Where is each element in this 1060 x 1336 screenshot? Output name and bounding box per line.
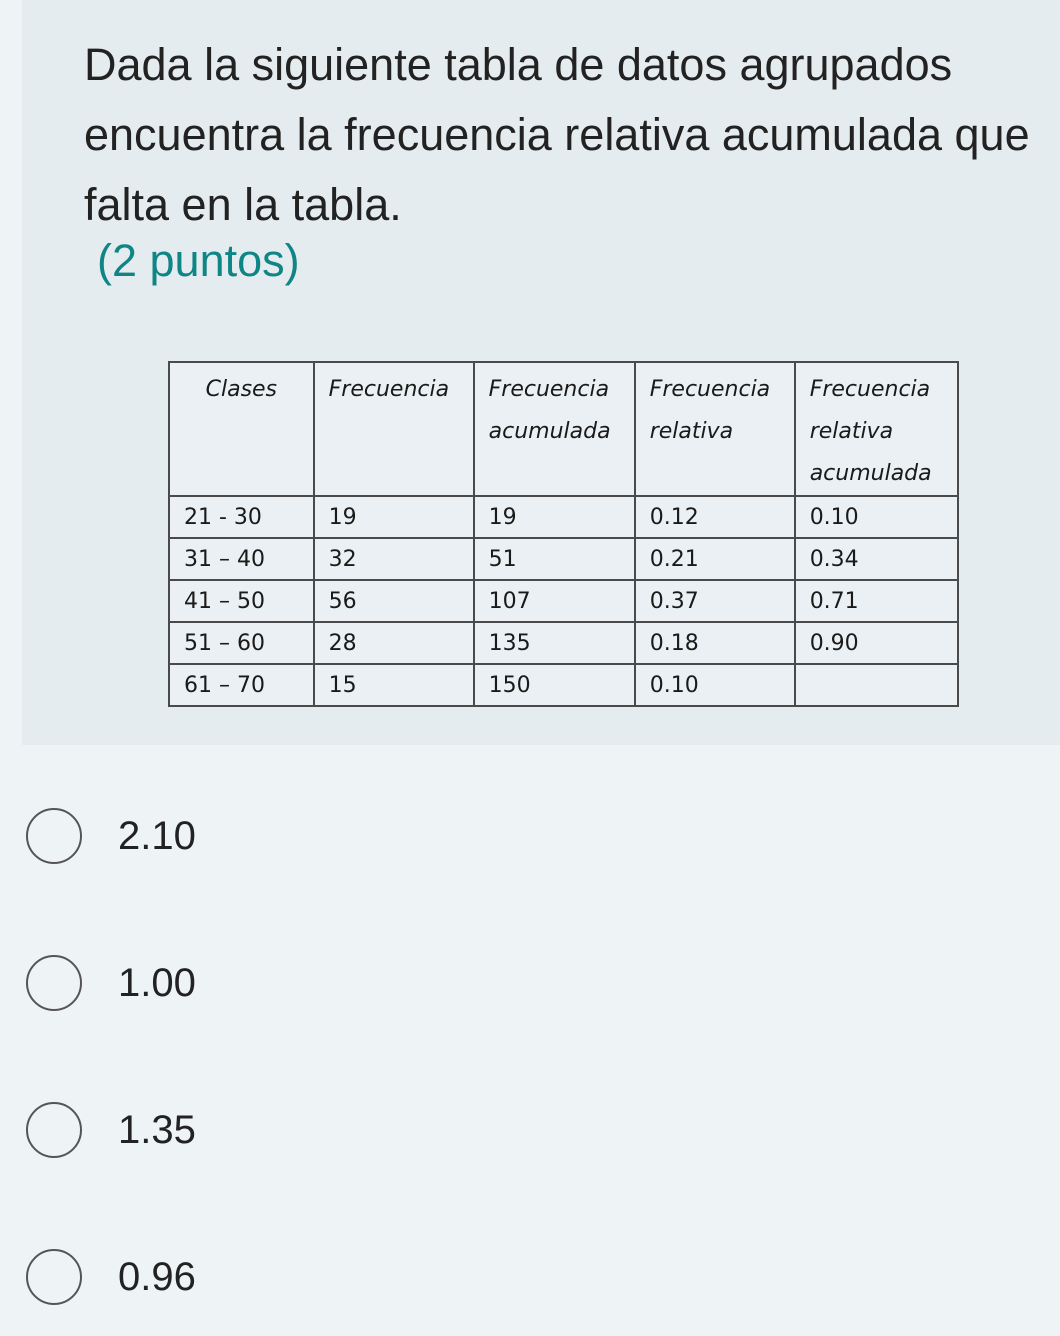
cell-frecuencia-relativa: 0.21	[635, 538, 795, 580]
header-clases	[169, 362, 314, 496]
cell-frecuencia: 15	[314, 664, 474, 706]
cell-clases: 21 - 30	[169, 496, 314, 538]
cell-frecuencia-relativa: 0.37	[635, 580, 795, 622]
option-1-label: 2.10	[118, 813, 196, 858]
radio-button-3[interactable]	[26, 1102, 82, 1158]
cell-clases: 61 – 70	[169, 664, 314, 706]
option-2-label: 1.00	[118, 960, 196, 1005]
cell-frecuencia-relativa-acumulada: 0.34	[795, 538, 958, 580]
question-text: Dada la siguiente tabla de datos agrupados encuentra la frecuencia relativa acumulada que falta en la tabla.	[84, 39, 1030, 230]
cell-frecuencia-relativa-acumulada: 0.90	[795, 622, 958, 664]
header-line: Frecuencia	[809, 377, 931, 402]
radio-button-2[interactable]	[26, 955, 82, 1011]
cell-clases: 41 – 50	[169, 580, 314, 622]
option-2[interactable]	[26, 953, 196, 1013]
cell-frecuencia-relativa-acumulada: 0.10	[795, 496, 958, 538]
cell-frecuencia-relativa: 0.18	[635, 622, 795, 664]
cell-frecuencia-acumulada: 135	[474, 622, 635, 664]
header-frecuencia-relativa-acumulada	[795, 362, 958, 496]
option-4-label: 0.96	[118, 1254, 196, 1299]
data-table	[168, 361, 959, 707]
header-frecuencia	[314, 362, 474, 496]
table-row	[169, 496, 958, 538]
option-4[interactable]	[26, 1247, 196, 1307]
cell-frecuencia: 32	[314, 538, 474, 580]
option-1[interactable]	[26, 806, 196, 866]
cell-frecuencia-relativa: 0.12	[635, 496, 795, 538]
header-line: relativa	[809, 419, 894, 444]
header-line: Frecuencia	[649, 377, 771, 402]
cell-frecuencia-relativa-acumulada-missing	[795, 664, 958, 706]
points-label: (2 puntos)	[97, 235, 300, 286]
header-line: Frecuencia	[488, 377, 610, 402]
header-line: relativa	[649, 419, 734, 444]
cell-clases: 51 – 60	[169, 622, 314, 664]
table-row	[169, 580, 958, 622]
table-row	[169, 622, 958, 664]
option-3[interactable]	[26, 1100, 196, 1160]
cell-frecuencia-acumulada: 19	[474, 496, 635, 538]
header-line: acumulada	[809, 461, 932, 486]
cell-frecuencia-acumulada: 107	[474, 580, 635, 622]
cell-clases: 31 – 40	[169, 538, 314, 580]
radio-button-4[interactable]	[26, 1249, 82, 1305]
header-line: Frecuencia	[328, 377, 450, 402]
table-row	[169, 664, 958, 706]
cell-frecuencia-relativa-acumulada: 0.71	[795, 580, 958, 622]
header-line: Clases	[205, 377, 278, 402]
table-row	[169, 538, 958, 580]
option-3-label: 1.35	[118, 1107, 196, 1152]
table-header-row	[169, 362, 958, 496]
header-line: acumulada	[488, 419, 611, 444]
cell-frecuencia: 28	[314, 622, 474, 664]
cell-frecuencia-acumulada: 150	[474, 664, 635, 706]
radio-button-1[interactable]	[26, 808, 82, 864]
header-frecuencia-acumulada	[474, 362, 635, 496]
cell-frecuencia: 19	[314, 496, 474, 538]
cell-frecuencia: 56	[314, 580, 474, 622]
header-frecuencia-relativa	[635, 362, 795, 496]
cell-frecuencia-acumulada: 51	[474, 538, 635, 580]
cell-frecuencia-relativa: 0.10	[635, 664, 795, 706]
